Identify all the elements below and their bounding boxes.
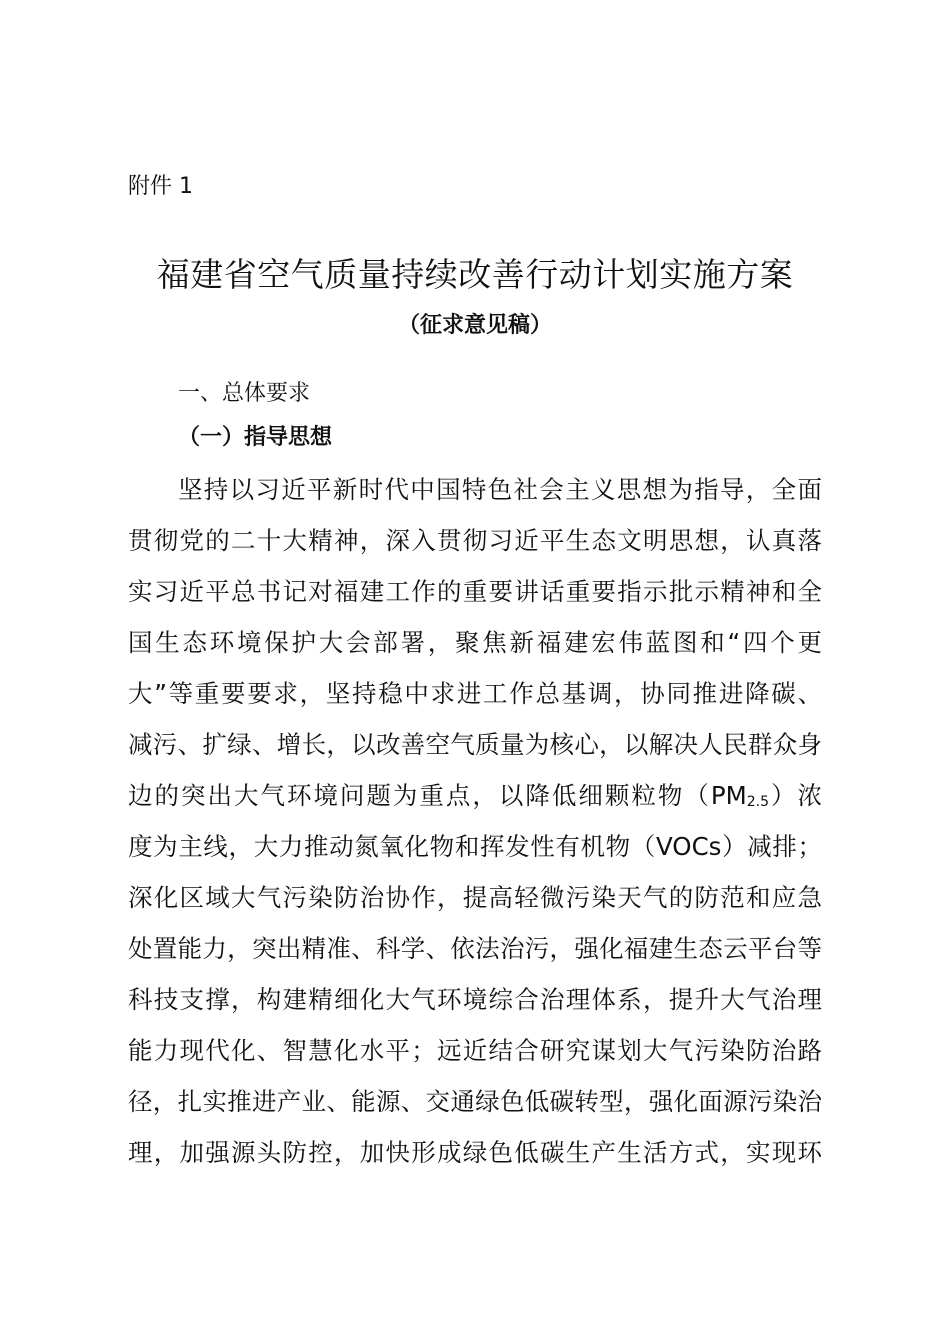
body-line: 贯彻党的二十大精神，深入贯彻习近平生态文明思想，认真落: [128, 526, 822, 555]
body-line: 理，加强源头防控，加快形成绿色低碳生产生活方式，实现环: [128, 1138, 822, 1167]
body-line: 度为主线，大力推动氮氧化物和挥发性有机物（VOCs）减排；: [128, 832, 822, 861]
body-line: 坚持以习近平新时代中国特色社会主义思想为指导，全面: [178, 475, 822, 504]
subsection-heading-guiding-ideology: （一）指导思想: [178, 425, 333, 450]
body-line-pm25: [128, 776, 822, 827]
body-line-pm25-before: 边的突出大气环境问题为重点，以降低细颗粒物（PM: [128, 781, 747, 810]
document-subtitle: （征求意见稿）: [397, 313, 552, 338]
body-line: 科技支撑，构建精细化大气环境综合治理体系，提升大气治理: [128, 985, 822, 1014]
section-heading-general-requirements: 一、总体要求: [178, 381, 311, 406]
body-line: 大”等重要要求，坚持稳中求进工作总基调，协同推进降碳、: [128, 679, 822, 708]
body-line: 径，扎实推进产业、能源、交通绿色低碳转型，强化面源污染治: [128, 1087, 822, 1116]
body-line: 处置能力，突出精准、科学、依法治污，强化福建生态云平台等: [128, 934, 822, 963]
body-line: 实习近平总书记对福建工作的重要讲话重要指示批示精神和全: [128, 577, 822, 606]
body-line: 国生态环境保护大会部署，聚焦新福建宏伟蓝图和“四个更: [128, 628, 822, 657]
document-title: 福建省空气质量持续改善行动计划实施方案: [156, 255, 794, 294]
body-line: 深化区域大气污染防治协作，提高轻微污染天气的防范和应急: [128, 883, 822, 912]
body-line: 能力现代化、智慧化水平；远近结合研究谋划大气污染防治路: [128, 1036, 822, 1065]
body-line: 减污、扩绿、增长，以改善空气质量为核心，以解决人民群众身: [128, 730, 822, 759]
pm25-subscript: 2.5: [746, 794, 770, 810]
body-paragraph: [128, 470, 822, 1184]
attachment-label: 附件 1: [128, 174, 193, 199]
body-line-pm25-after: ）浓: [769, 781, 822, 810]
